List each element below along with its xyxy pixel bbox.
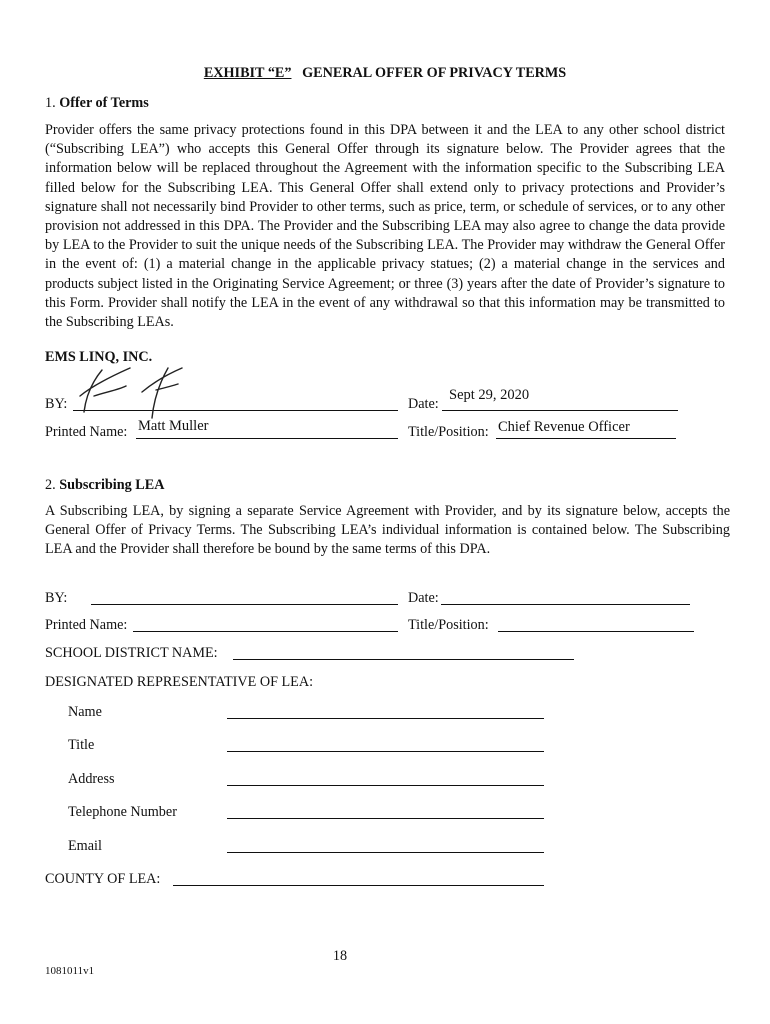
section-1-heading: 1. Offer of Terms — [45, 95, 149, 111]
title-heading: GENERAL OFFER OF PRIVACY TERMS — [302, 65, 567, 81]
provider-title-label: Title/Position: — [408, 424, 489, 440]
section-1-number: 1 — [45, 95, 53, 111]
exhibit-label: EXHIBIT “E” — [203, 65, 292, 81]
county-label: COUNTY OF LEA: — [45, 871, 161, 887]
lea-title-line[interactable] — [498, 631, 694, 632]
provider-date-label: Date: — [408, 396, 439, 412]
lea-by-label: BY: — [45, 590, 68, 606]
section-2-title: Subscribing LEA — [59, 477, 165, 493]
lea-signature-line[interactable] — [91, 604, 398, 605]
lea-title-label: Title/Position: — [408, 617, 489, 633]
page-number: 18 — [332, 948, 348, 964]
rep-title-line[interactable] — [227, 751, 544, 752]
offer-terms-paragraph: Provider offers the same privacy protections found in this DPA between it and the LEA to any other school district (“Subscribing LEA”) who accepts this General Offer through its signature below. The Provider agrees that the information below will be replaced throughout the Agreement with the information specific to the Subscribing LEA filled below for the Subscribing LEA. This General Offer shall extend only to privacy protections and Provider’s signature shall not necessarily bind Provider to other terms, such as price, term, or schedule of services, or to any other provision not addressed in this DPA. The Provider and the Subscribing LEA may also agree to change the data provide by LEA to the Provider to suit the unique needs of the Subscribing LEA. The Provider may withdraw the General Offer in the event of: (1) a material change in the applicable privacy statues; (2) a material change in the services and products subject listed in the Originating Service Agreement; or three (3) years after the date of Provider’s signature to this Form. Provider shall notify the LEA in the event of any withdrawal so that this information may be transmitted to the Subscribing LEAs. — [45, 122, 725, 331]
lea-printed-name-label: Printed Name: — [45, 617, 128, 633]
rep-telephone-label: Telephone Number — [68, 804, 177, 820]
provider-date-value: Sept 29, 2020 — [449, 387, 530, 403]
rep-address-line[interactable] — [227, 785, 544, 786]
provider-date-line — [442, 410, 678, 411]
subscribing-lea-paragraph: A Subscribing LEA, by signing a separate Service Agreement with Provider, and by its signature below, accepts the General Offer of Privacy Terms. The Subscribing LEA’s individual information is contained below. The Subscribing LEA and the Provider shall therefore be bound by the same terms of this DPA. — [45, 503, 730, 558]
section-2-heading: 2. Subscribing LEA — [45, 477, 165, 493]
rep-name-line[interactable] — [227, 718, 544, 719]
document-title — [0, 65, 770, 82]
provider-title-line — [496, 438, 676, 439]
rep-name-label: Name — [68, 704, 102, 720]
school-district-label: SCHOOL DISTRICT NAME: — [45, 645, 218, 661]
provider-company-name: EMS LINQ, INC. — [45, 349, 153, 365]
lea-date-line[interactable] — [441, 604, 690, 605]
provider-by-label: BY: — [45, 396, 68, 412]
section-1-title: Offer of Terms — [59, 95, 149, 111]
provider-title-value: Chief Revenue Officer — [498, 419, 630, 435]
provider-signature — [72, 362, 192, 422]
section-2-number: 2 — [45, 477, 53, 493]
lea-printed-name-line[interactable] — [133, 631, 398, 632]
school-district-line[interactable] — [233, 659, 574, 660]
rep-email-line[interactable] — [227, 852, 544, 853]
rep-address-label: Address — [68, 771, 115, 787]
county-line[interactable] — [173, 885, 544, 886]
provider-printed-name-value: Matt Muller — [138, 418, 209, 434]
rep-telephone-line[interactable] — [227, 818, 544, 819]
rep-email-label: Email — [68, 838, 102, 854]
designated-rep-label: DESIGNATED REPRESENTATIVE OF LEA: — [45, 674, 314, 690]
provider-printed-name-label: Printed Name: — [45, 424, 128, 440]
rep-title-label: Title — [68, 737, 95, 753]
provider-printed-name-line — [136, 438, 398, 439]
document-id: 1081011v1 — [45, 965, 95, 977]
lea-date-label: Date: — [408, 590, 439, 606]
